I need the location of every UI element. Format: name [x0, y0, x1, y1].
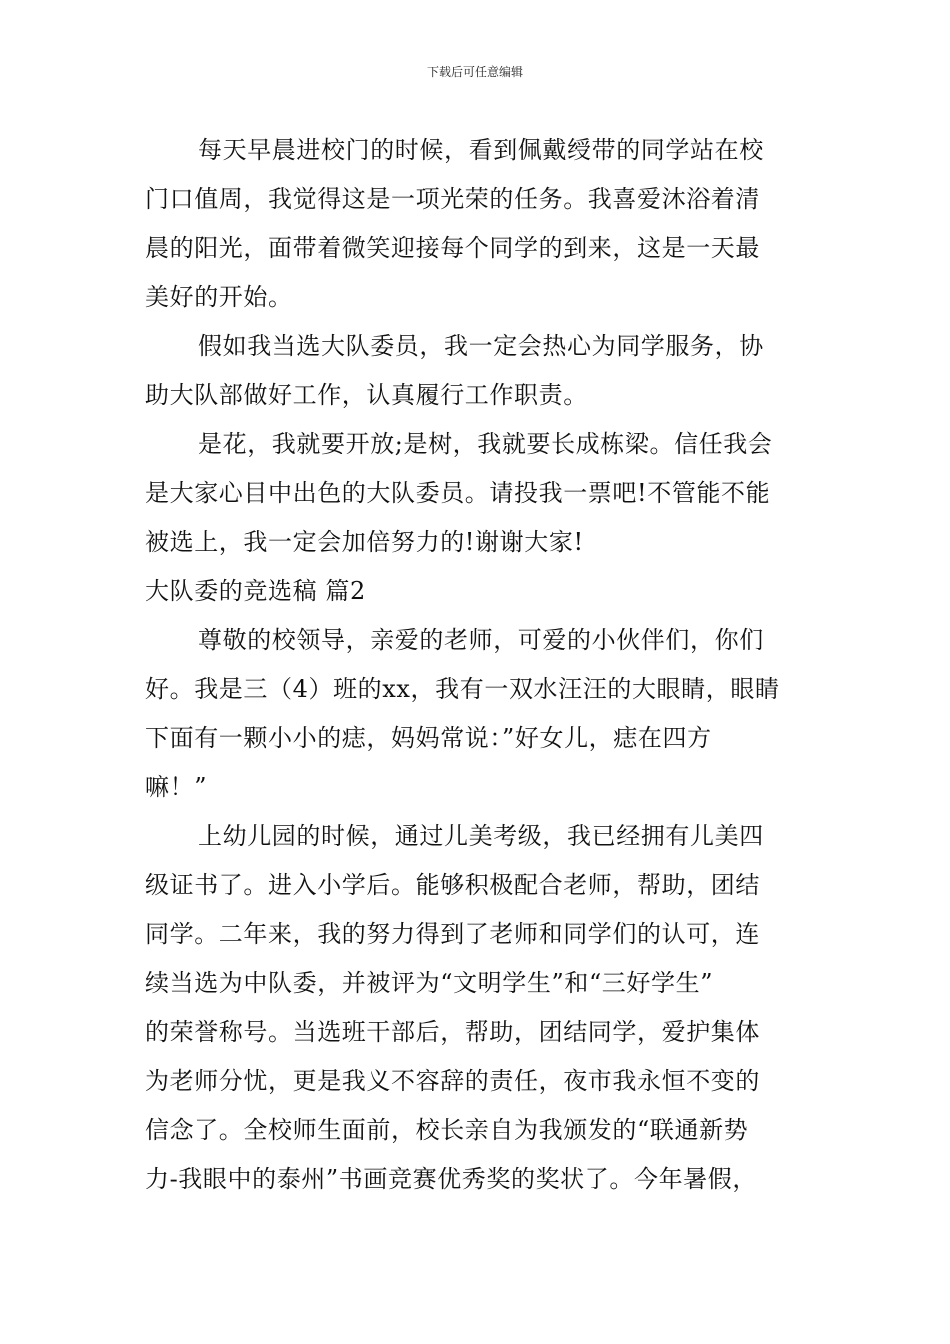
paragraph-line: 是花，我就要开放;是树，我就要长成栋梁。信任我会 — [198, 430, 773, 458]
paragraph-line: 假如我当选大队委员，我一定会热心为同学服务，协 — [198, 332, 764, 360]
page-header-note: 下载后可任意编辑 — [426, 65, 523, 79]
paragraph-line: 力-我眼中的泰州”书画竞赛优秀奖的奖状了。今年暑假， — [145, 1165, 757, 1193]
section-heading: 大队委的竞选稿 篇2 — [145, 577, 366, 605]
paragraph-line: 是大家心目中出色的大队委员。请投我一票吧!不管能不能 — [145, 479, 771, 507]
paragraph-line: 助大队部做好工作，认真履行工作职责。 — [145, 381, 588, 409]
document-body — [145, 126, 807, 1204]
paragraph-line: 嘛！” — [145, 773, 208, 801]
paragraph-line: 被选上，我一定会加倍努力的!谢谢大家! — [145, 528, 584, 556]
paragraph-line: 每天早晨进校门的时候，看到佩戴绶带的同学站在校 — [198, 136, 764, 164]
paragraph-line: 级证书了。进入小学后。能够积极配合老师，帮助，团结 — [145, 871, 760, 899]
paragraph-line: 为老师分忧，更是我义不容辞的责任，夜市我永恒不变的 — [145, 1067, 760, 1095]
paragraph-line: 晨的阳光，面带着微笑迎接每个同学的到来，这是一天最 — [145, 234, 760, 262]
paragraph-line: 的荣誉称号。当选班干部后，帮助，团结同学，爱护集体 — [145, 1018, 760, 1046]
paragraph-line: 续当选为中队委，并被评为“文明学生”和“三好学生” — [145, 969, 714, 997]
paragraph-line: 美好的开始。 — [145, 283, 293, 311]
paragraph-line: 尊敬的校领导，亲爱的老师，可爱的小伙伴们，你们 — [198, 626, 764, 654]
paragraph-line: 门口值周，我觉得这是一项光荣的任务。我喜爱沐浴着清 — [145, 185, 760, 213]
paragraph-line: 好。我是三（4）班的xx，我有一双水汪汪的大眼睛，眼睛 — [145, 675, 780, 703]
paragraph-line: 下面有一颗小小的痣，妈妈常说：”好女儿，痣在四方 — [145, 724, 712, 752]
paragraph-line: 同学。二年来，我的努力得到了老师和同学们的认可，连 — [145, 920, 760, 948]
paragraph-line: 信念了。全校师生面前，校长亲自为我颁发的“联通新势 — [145, 1116, 749, 1144]
paragraph-line: 上幼儿园的时候，通过儿美考级，我已经拥有儿美四 — [198, 822, 764, 850]
